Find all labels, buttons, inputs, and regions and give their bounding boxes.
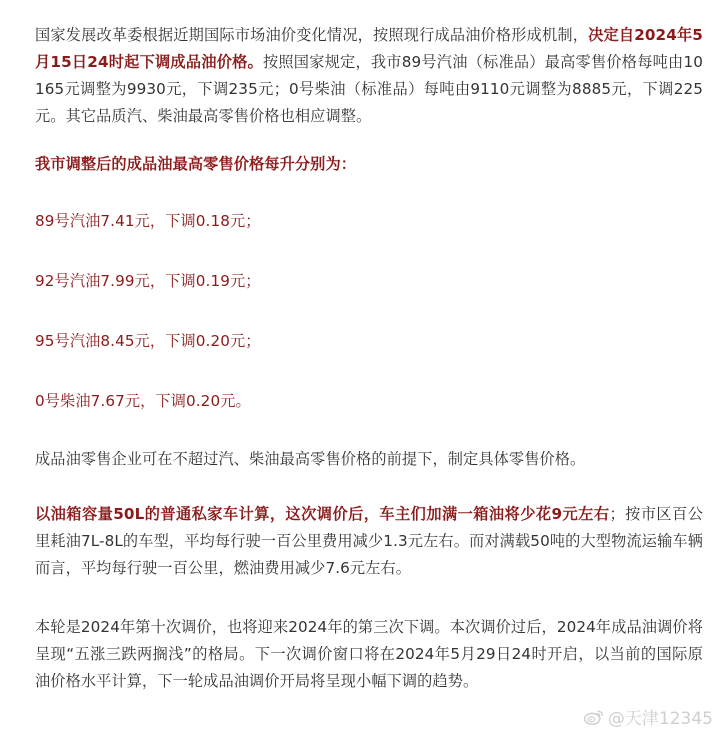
- price-line-95-gasoline: 95号汽油8.45元，下调0.20元；: [35, 332, 261, 350]
- article-body: [35, 22, 703, 695]
- announcement-lead: 国家发展改革委根据近期国际市场油价变化情况，按照现行成品油价格形成机制，: [35, 26, 589, 44]
- announcement-paragraph: [35, 22, 703, 130]
- weibo-icon: [583, 708, 605, 726]
- price-list-heading: 我市调整后的成品油最高零售价格每升分别为：: [35, 155, 357, 173]
- retail-pricing-note: 成品油零售企业可在不超过汽、柴油最高零售价格的前提下，制定具体零售价格。: [35, 450, 586, 468]
- adjustment-round-paragraph: 本轮是2024年第十次调价，也将迎来2024年的第三次下调。本次调价过后，2024年成品油调价将呈现“五涨三跌两搁浅”的格局。下一次调价窗口将在2024年5月29日24时开启，以当前的国际原油价格水平计算，下一轮成品油调价开局将呈现小幅下调的趋势。: [35, 618, 703, 690]
- price-line-0-diesel: 0号柴油7.67元，下调0.20元。: [35, 392, 251, 410]
- savings-highlight: 以油箱容量50L的普通私家车计算，这次调价后，车主们加满一箱油将少花9元左右: [35, 505, 610, 523]
- announcement-details: 按照国家规定，我市89号汽油（标准品）最高零售价格每吨由10165元调整为9930元，下调235元；0号柴油（标准品）每吨由9110元调整为8885元，下调225元。其它品质汽、柴油最高零售价格也相应调整。: [35, 53, 703, 125]
- savings-paragraph: [35, 501, 703, 582]
- watermark-text: @天津12345: [607, 709, 713, 729]
- watermark: [583, 704, 713, 729]
- savings-details: ；按市区百公里耗油7L-8L的车型，平均每行驶一百公里费用减少1.3元左右。而对满载50吨的大型物流运输车辆而言，平均每行驶一百公里，燃油费用减少7.6元左右。: [35, 505, 703, 577]
- price-line-92-gasoline: 92号汽油7.99元，下调0.19元；: [35, 272, 261, 290]
- announcement-decision: 决定自2024年5月15日24时起下调成品油价格。: [35, 26, 703, 71]
- price-line-89-gasoline: 89号汽油7.41元，下调0.18元；: [35, 212, 261, 230]
